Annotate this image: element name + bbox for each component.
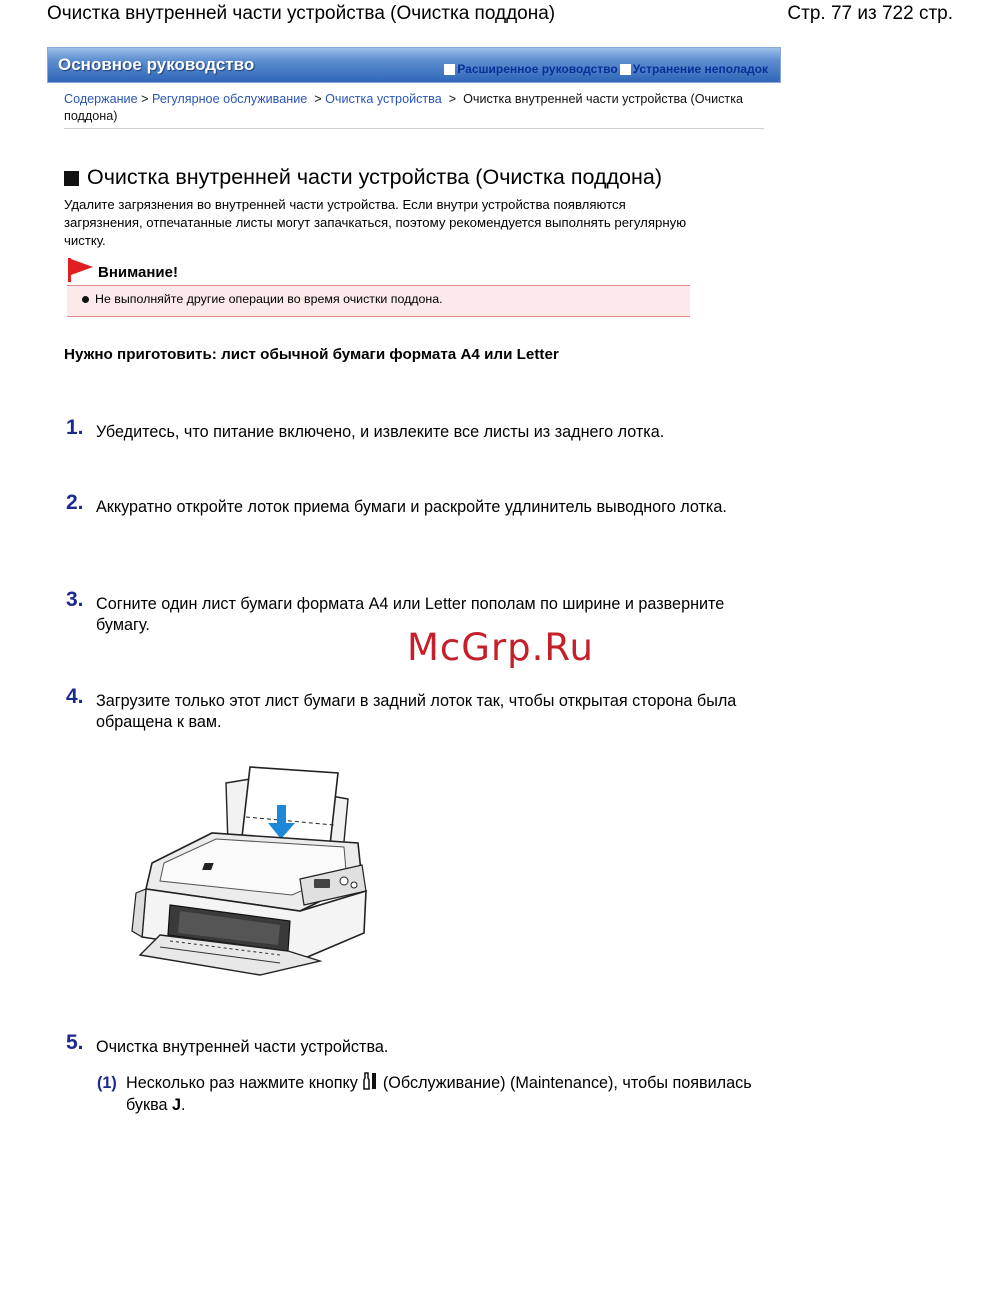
breadcrumb-separator: > <box>448 92 457 106</box>
watermark: McGrp.Ru <box>407 626 594 669</box>
step-text: Аккуратно откройте лоток приема бумаги и раскройте удлинитель выводного лотка. <box>96 498 727 516</box>
step-number: 3. <box>66 588 84 611</box>
section-heading <box>64 165 662 190</box>
attention-title: Внимание! <box>98 264 178 281</box>
page-title: Очистка внутренней части устройства (Очистка поддона) <box>47 3 556 24</box>
breadcrumb-cleaning-link[interactable]: Очистка устройства <box>325 92 442 106</box>
step-number: 5. <box>66 1031 84 1054</box>
breadcrumb-maintenance-link[interactable]: Регулярное обслуживание <box>151 92 308 106</box>
step-number: 2. <box>66 491 84 514</box>
step-number: 1. <box>66 416 84 439</box>
section-heading-text: Очистка внутренней части устройства (Очистка поддона) <box>87 165 662 189</box>
breadcrumb-separator: > <box>141 92 149 106</box>
step-text: Согните один лист бумаги формата A4 или Letter пополам по ширине и разверните бумагу. <box>96 595 725 634</box>
troubleshooting-link[interactable]: Устранение неполадок <box>632 62 768 76</box>
black-square-icon <box>64 171 79 186</box>
page-indicator: Стр. 77 из 722 стр. <box>787 3 953 24</box>
maintenance-icon <box>362 1072 378 1090</box>
breadcrumb-separator: > <box>314 92 322 106</box>
square-icon <box>620 64 631 75</box>
substep-text-before: Несколько раз нажмите кнопку <box>126 1074 358 1092</box>
substep-number: (1) <box>97 1074 117 1092</box>
preparation-note: Нужно приготовить: лист обычной бумаги формата A4 или Letter <box>64 346 559 363</box>
attention-content <box>67 285 690 317</box>
breadcrumb-contents-link[interactable]: Содержание <box>64 92 138 106</box>
advanced-guide-link[interactable]: Расширенное руководство <box>457 62 618 76</box>
substep-text-after: (Обслуживание) (Maintenance), чтобы появилась буква <box>126 1074 752 1114</box>
step-text: Очистка внутренней части устройства. <box>96 1038 389 1056</box>
substep-text <box>126 1072 756 1116</box>
manual-banner <box>47 47 781 83</box>
banner-links <box>444 62 770 76</box>
step-text: Загрузите только этот лист бумаги в задний лоток так, чтобы открытая сторона была обращена к вам. <box>96 692 737 731</box>
substep-end: . <box>181 1096 186 1114</box>
bullet-icon <box>82 296 89 303</box>
letter-j: J <box>172 1096 182 1114</box>
step-text: Убедитесь, что питание включено, и извлеките все листы из заднего лотка. <box>96 423 665 441</box>
breadcrumb-current: Очистка внутренней части устройства (Очистка поддона) <box>64 92 743 123</box>
attention-item: Не выполняйте другие операции во время очистки поддона. <box>95 292 443 306</box>
step-number: 4. <box>66 685 84 708</box>
printer-illustration <box>130 755 370 980</box>
red-flag-icon <box>67 257 95 283</box>
intro-paragraph: Удалите загрязнения во внутренней части устройства. Если внутри устройства появляются загрязнения, отпечатанные листы могут запачкаться, поэтому рекомендуется выполнять регулярную чистку. <box>64 197 687 248</box>
square-icon <box>444 64 455 75</box>
banner-title: Основное руководство <box>58 55 255 74</box>
breadcrumb <box>64 91 764 129</box>
